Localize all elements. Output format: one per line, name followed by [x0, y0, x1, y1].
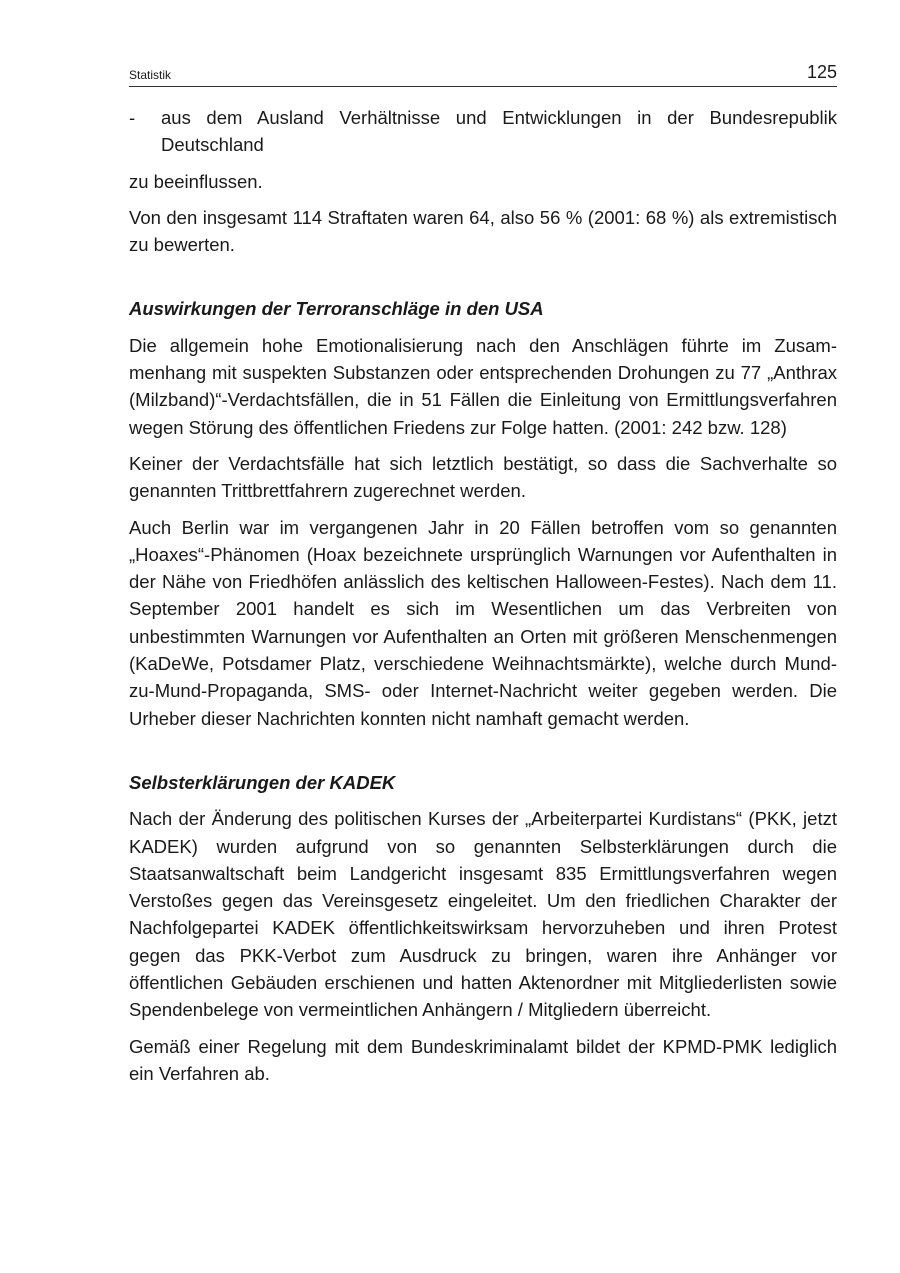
section-heading-kadek: Selbsterklärungen der KADEK	[129, 771, 396, 793]
paragraph-hoaxes: Auch Berlin war im vergangenen Jahr in 20 Fällen betroffen vom so genannten „Hoaxes“-Phänomen (Hoax bezeichnete ursprünglich Warnungen vor Aufenthalten in der Nähe von Friedhöfen anlässlich des keltischen Halloween-Festes). Nach dem 11. September 2001 handelt es sich im Wesentlichen um das Verbreiten von unbestimmten Warnungen vor Aufenthalten an Orten mit größeren Menschenmengen (KaDeWe, Potsdamer Platz, verschiedene Weihnachtsmärkte), welche durch Mund-zu-Mund-Propaganda, SMS- oder Internet-Nachricht weiter gegeben werden. Die Urheber dieser Nachrichten konnten nicht namhaft gemacht werden.	[129, 516, 837, 729]
paragraph-statistics: Von den insgesamt 114 Straftaten waren 64, also 56 % (2001: 68 %) als extremistisch zu bewerten.	[129, 206, 837, 256]
page-number: 125	[806, 62, 837, 82]
section-heading-terror: Auswirkungen der Terroranschläge in den USA	[129, 298, 544, 320]
list-item	[129, 104, 837, 159]
list-marker: -	[129, 107, 136, 128]
running-head: Statistik	[129, 68, 172, 82]
paragraph-anthrax: Die allgemein hohe Emotionalisierung nach den Anschlägen führte im Zusammenhang mit suspekten Substanzen oder entsprechenden Drohungen zu 77 „Anthrax (Milzband)“-Verdachtsfällen, die in 51 Fällen die Einleitung von Ermittlungsverfahren wegen Störung des öffentlichen Friedens zur Folge hatten. (2001: 242 bzw. 128)	[129, 334, 837, 438]
paragraph-regelung: Gemäß einer Regelung mit dem Bundeskriminalamt bildet der KPMD-PMK lediglich ein Verfahren ab.	[129, 1035, 837, 1084]
page-header	[129, 62, 837, 87]
paragraph-continuation: zu beeinflussen.	[129, 170, 263, 192]
paragraph-verdachtsfaelle: Keiner der Verdachtsfälle hat sich letztlich bestätigt, so dass die Sachverhalte so genannten Trittbrettfahrern zugerechnet werden.	[129, 452, 837, 502]
paragraph-kadek: Nach der Änderung des politischen Kurses der „Arbeiterpartei Kurdistans“ (PKK, jetzt KADEK) wurden aufgrund von so genannten Selbsterklärungen durch die Staatsanwaltschaft beim Landgericht insgesamt 835 Ermittlungsverfahren wegen Verstoßes gegen das Vereinsgesetz eingeleitet. Um den friedlichen Charakter der Nachfolgepartei KADEK öffentlichkeitswirksam hervorzuheben und ihren Protest gegen das PKK-Verbot zum Ausdruck zu bringen, waren ihre Anhänger vor öffentlichen Gebäuden erschienen und hatten Aktenordner mit Mitgliederlisten sowie Spendenbelege von vermeintlichen Anhängern / Mitgliedern überreicht.	[129, 808, 837, 1021]
list-item-text: aus dem Ausland Verhältnisse und Entwicklungen in der Bundesrepublik Deutschland	[161, 107, 837, 156]
page-body	[129, 104, 837, 1096]
